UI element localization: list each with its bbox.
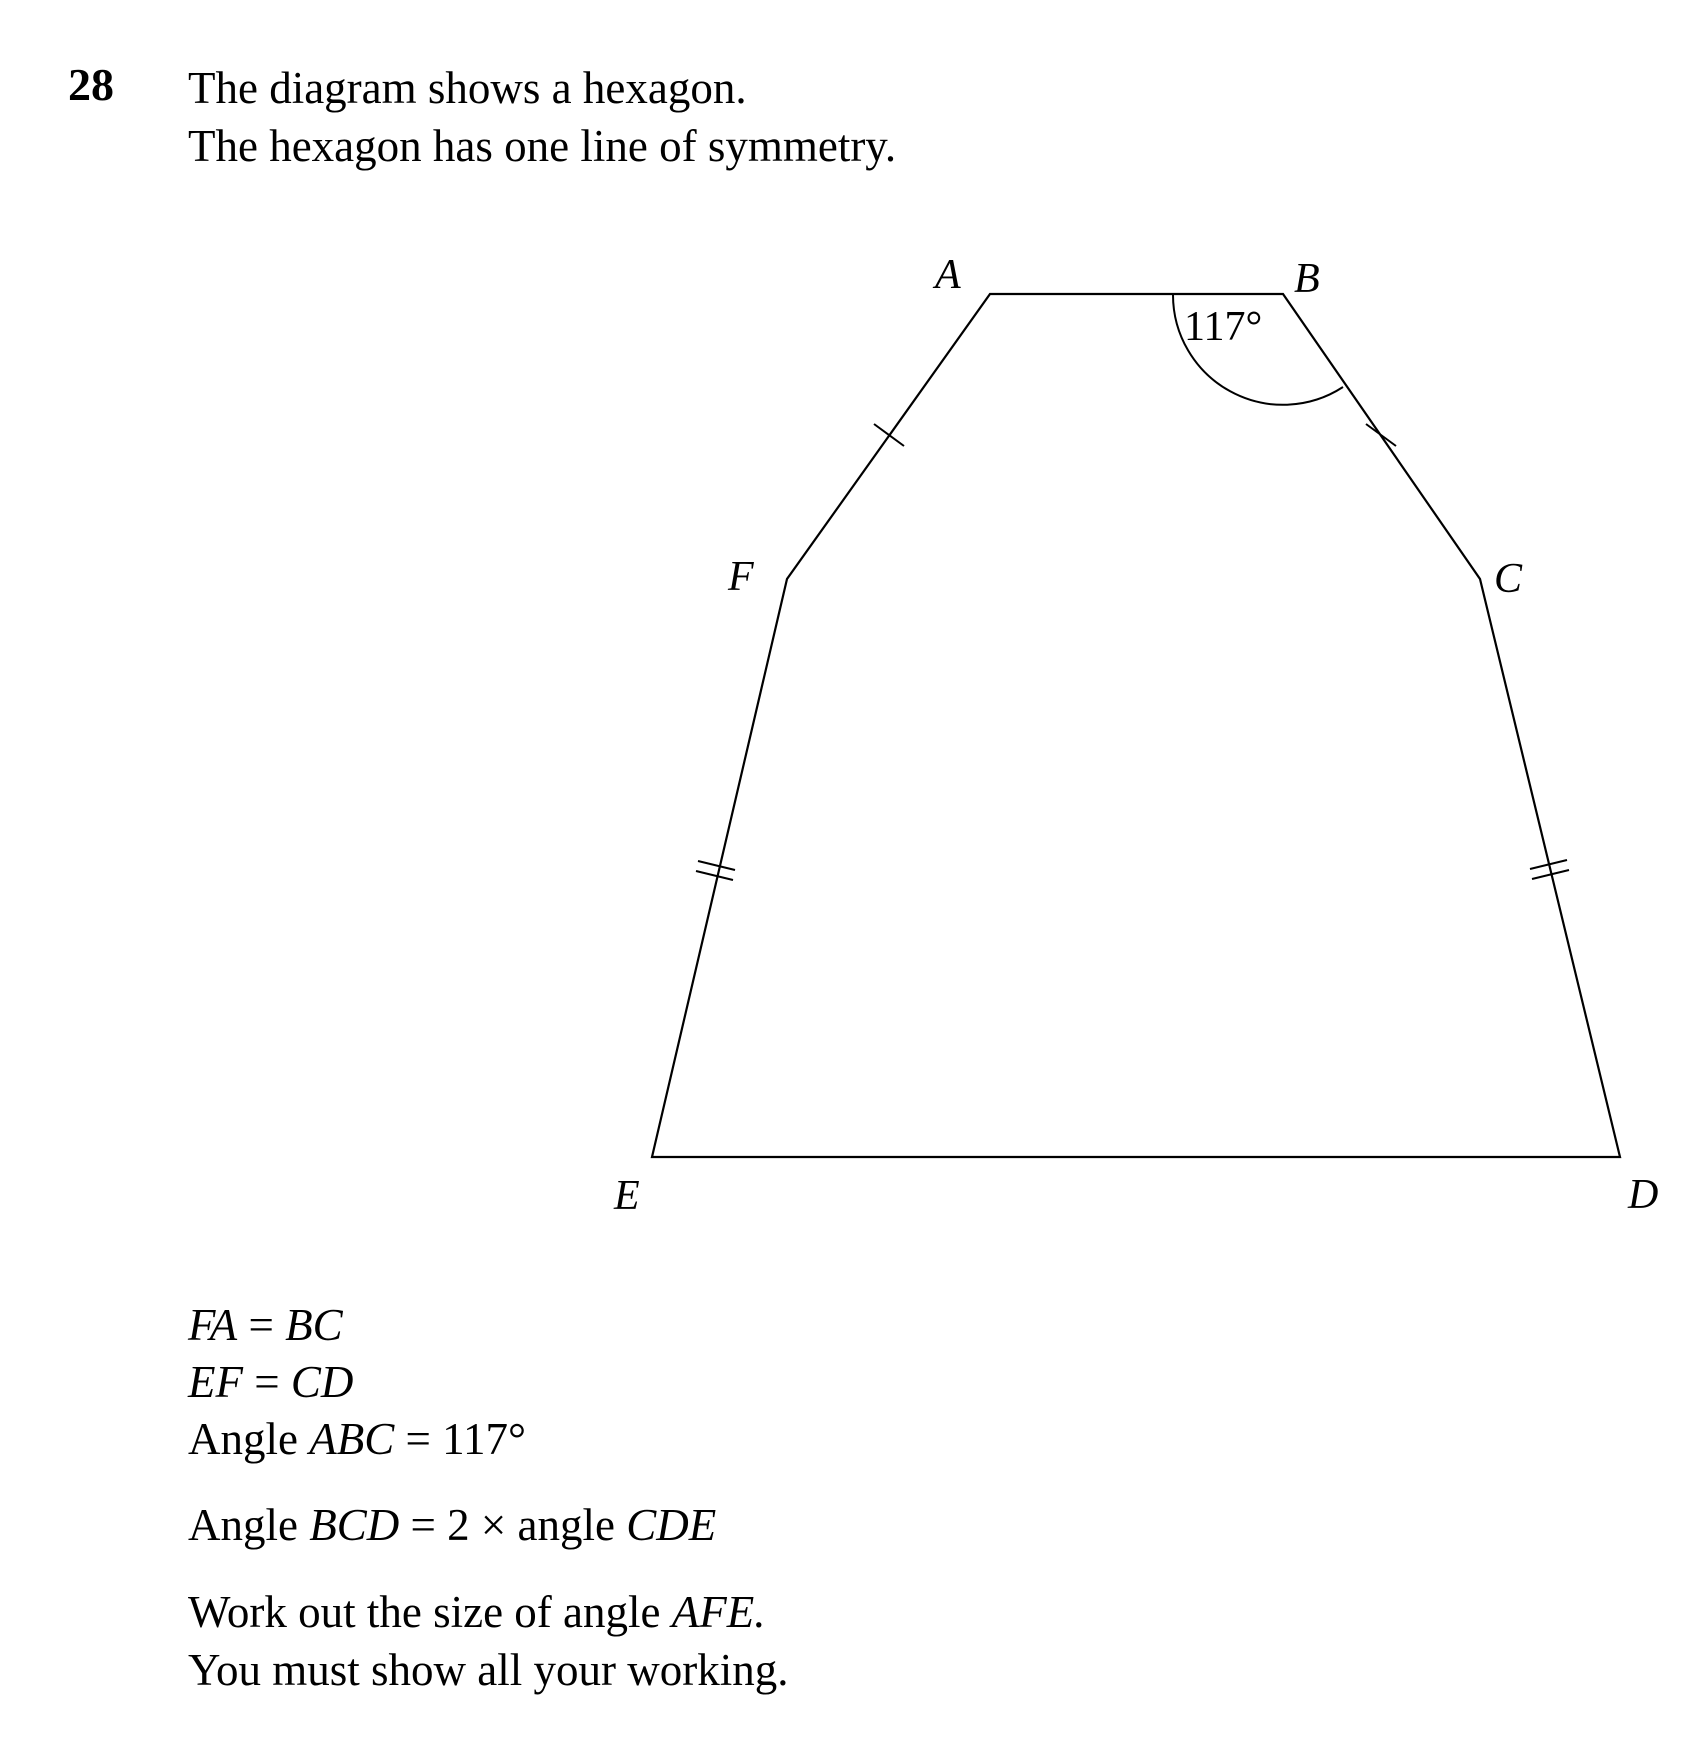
task-line-1	[188, 1587, 766, 1637]
hexagon-outline	[652, 294, 1620, 1157]
vertex-label-c: C	[1494, 556, 1523, 602]
double-tick-ef	[696, 861, 735, 880]
task-line-2: You must show all your working.	[188, 1645, 789, 1695]
fact-fa-eq: =	[237, 1300, 286, 1350]
fact-bcd-name2: CDE	[626, 1500, 717, 1550]
fact-fa-rhs: BC	[285, 1300, 343, 1350]
fact-angle-abc	[188, 1414, 526, 1464]
tick-mark-bc	[1366, 424, 1396, 446]
vertex-label-b: B	[1294, 256, 1320, 302]
fact-fa-equals-bc	[188, 1300, 343, 1350]
vertex-label-a: A	[935, 252, 961, 298]
question-number: 28	[68, 59, 114, 110]
fact-abc-name: ABC	[309, 1414, 395, 1464]
intro-line-2: The hexagon has one line of symmetry.	[188, 121, 897, 171]
fact-ef-eq: =	[242, 1357, 291, 1407]
tick-mark-fa	[874, 424, 904, 446]
fact-abc-pre: Angle	[188, 1414, 310, 1464]
vertex-label-e: E	[614, 1173, 640, 1219]
intro-line-1: The diagram shows a hexagon.	[188, 63, 747, 113]
angle-label-b: 117°	[1184, 304, 1263, 350]
task-line-1-name: AFE.	[671, 1587, 766, 1637]
fact-fa-lhs: FA	[188, 1300, 238, 1350]
fact-ef-equals-cd	[188, 1357, 354, 1407]
task-line-1-pre: Work out the size of angle	[188, 1587, 672, 1637]
vertex-label-f: F	[728, 554, 754, 600]
fact-angle-bcd	[188, 1500, 717, 1550]
fact-ef-rhs: CD	[290, 1357, 354, 1407]
fact-bcd-pre: Angle	[188, 1500, 310, 1550]
fact-abc-post: = 117°	[394, 1414, 526, 1464]
fact-bcd-name: BCD	[309, 1500, 400, 1550]
fact-ef-lhs: EF	[188, 1357, 243, 1407]
vertex-label-d: D	[1628, 1172, 1659, 1218]
fact-bcd-mid: = 2 × angle	[399, 1500, 627, 1550]
